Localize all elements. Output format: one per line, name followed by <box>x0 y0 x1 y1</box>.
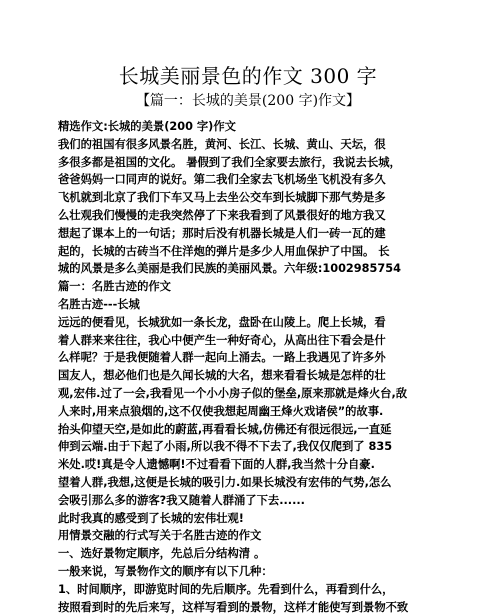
body-line: 1、时间顺序，即游览时间的先后顺序。先看到什么，再看到什么， <box>58 582 394 596</box>
body-line: 精选作文:长城的美景(200 字)作文 <box>58 120 236 133</box>
body-line: 人来时,用来点狼烟的,这不仅使我想起周幽王烽火戏诸侯”的故事. <box>58 404 384 418</box>
body-line: 名胜古迹---长城 <box>58 297 140 311</box>
body-line: 伸到云端.由于下起了小雨,所以我不得不下去了,我仅仅爬到了 835 <box>58 440 393 454</box>
body-line: 爸爸妈妈一口同声的说好。第二我们全家去飞机场坐飞机没有多久 <box>58 173 386 187</box>
body-line: 城的风景是多么美丽是我们民族的美丽风景。六年级:1002985754 <box>58 262 401 276</box>
body-line: 飞机就到北京了我们下车又马上去坐公交车到长城脚下那气势是多 <box>58 191 386 205</box>
body-line: 起的，长城的古砖当不住洋炮的弹片是多少人用血保护了中国。 长 <box>58 244 390 258</box>
body-line: 一般来说，写景物作文的顺序有以下几种： <box>58 564 273 578</box>
body-line: 篇一：名胜古迹的作文 <box>58 280 171 294</box>
body-line: 抬头仰望天空,是如此的蔚蓝,再看看长城,仿佛还有很远很远,一直延 <box>58 422 392 436</box>
body-line: 观,宏伟.过了一会,我看见一个小小房子似的堡垒,原来那就是烽火台,敌 <box>58 386 408 400</box>
body-line: 用情景交融的行式写关于名胜古迹的作文 <box>58 529 262 543</box>
body-line: 着人群来来往往，我心中便产生一种好奇心，从高出往下看会是什 <box>58 333 386 347</box>
body-line: 国友人，想必他们也是久闻长城的大名，想来看看长城是怎样的壮 <box>58 369 386 383</box>
body-line: 一、选好景物定顺序，先总后分结构清 。 <box>58 547 266 561</box>
body-line: 此时我真的感受到了长城的宏伟壮观! <box>58 511 244 525</box>
body-line: 会吸引那么多的游客?我又随着人群涌了下去...... <box>58 493 305 507</box>
body-line: 远远的便看见，长城犹如一条长龙，盘卧在山陵上。爬上长城，看 <box>58 315 386 329</box>
body-line: 多很多都是祖国的文化。 暑假到了我们全家要去旅行，我说去长城， <box>58 155 401 169</box>
document-subtitle: 【篇一：长城的美景(200 字)作文】 <box>135 93 361 109</box>
body-line: 想起了课本上的一句话；那时后没有机器长城是人们一砖一瓦的建 <box>58 226 386 240</box>
body-line: 米处.哎!真是令人遗憾啊!不过看看下面的人群,我当然十分自豪. <box>58 458 375 472</box>
body-line: 我们的祖国有很多风景名胜，黄河、长江、长城、黄山、天坛，很 <box>58 137 386 151</box>
body-line: 么壮观我们慢慢的走我突然停了下来我看到了风景很好的地方我又 <box>58 208 386 222</box>
body-line: 按照看到时的先后来写，这样写看到的景物，这样才能使写到景物不致 <box>58 600 409 614</box>
body-line: 望着人群,我想,这便是长城的吸引力.如果长城没有宏伟的气势,怎么 <box>58 475 392 489</box>
document-title: 长城美丽景色的作文 300 字 <box>118 64 378 88</box>
body-line: 么样呢？于是我便随着人群一起向上涌去。一路上我遇见了许多外 <box>58 351 386 365</box>
document-body <box>58 118 448 616</box>
